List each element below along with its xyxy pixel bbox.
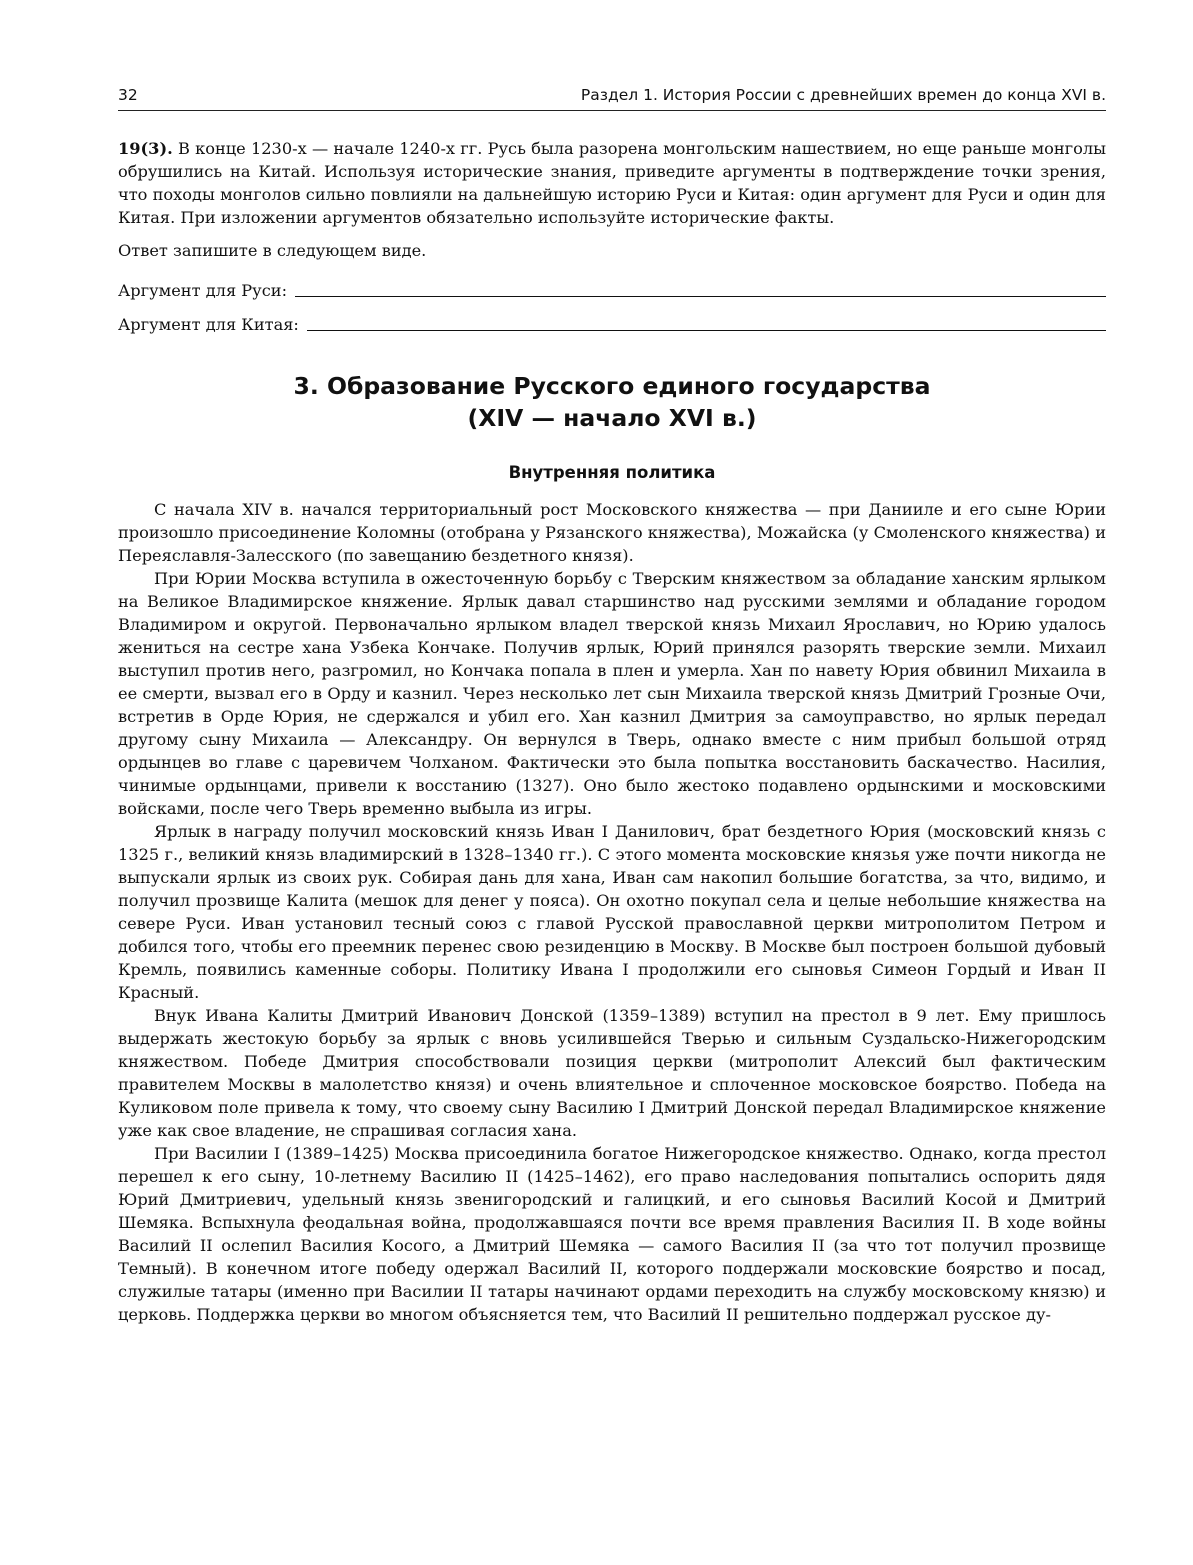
body-paragraph: Внук Ивана Калиты Дмитрий Иванович Донской (1359–1389) вступил на престол в 9 лет. Ему пришлось выдержать жестокую борьбу за ярлык с вновь усилившейся Тверью и сильным Суздальско-Нижегородским княжеством. Победе Дмитрия способствовали позиция церкви (митрополит Алексий был фактическим правителем Москвы в малолетство князя) и очень влиятельное и сплоченное московское боярство. Победа на Куликовом поле привела к тому, что своему сыну Василию I Дмитрий Донской передал Владимирское княжение уже как свое владение, не спрашивая согласия хана. xyxy=(118,1006,1106,1140)
running-title: Раздел 1. История России с древнейших времен до конца XVI в. xyxy=(580,86,1106,104)
section-title-line2: (XIV — начало XVI в.) xyxy=(467,404,757,432)
section-title xyxy=(118,370,1106,434)
argument-rus-label: Аргумент для Руси: xyxy=(118,281,288,300)
body-paragraph: При Василии I (1389–1425) Москва присоединила богатое Нижегородское княжество. Однако, когда престол перешел к его сыну, 10-летнему Василию II (1425–1462), его право наследования попытались оспорить дядя Юрий Дмитриевич, удельный князь звенигородский и галицкий, и его сыновья Василий Косой и Дмитрий Шемяка. Вспыхнула феодальная война, продолжавшаяся почти все время правления Василия II. В ходе войны Василий II ослепил Василия Косого, а Дмитрий Шемяка — самого Василия II (за что тот получил прозвище Темный). В конечном итоге победу одержал Василий II, которого поддержали московские боярство и посад, служилые татары (именно при Василии II татары начинают ордами переходить на службу московскому князю) и церковь. Поддержка церкви во многом объясняется тем, что Василий II решительно поддержал русское ду- xyxy=(118,1144,1106,1324)
page-number: 32 xyxy=(118,86,138,104)
task-number: 19(3). xyxy=(118,139,173,158)
argument-rus-row xyxy=(118,268,1106,302)
page-header xyxy=(118,84,1106,111)
body-paragraph: Ярлык в награду получил московский князь Иван I Данилович, брат бездетного Юрия (московский князь с 1325 г., великий князь владимирский в 1328–1340 гг.). С этого момента московские князья уже почти никогда не выпускали ярлык из своих рук. Собирая дань для хана, Иван сам накопил большие богатства, за что, видимо, и получил прозвище Калита (мешок для денег у пояса). Он охотно покупал села и целые небольшие княжества на севере Руси. Иван установил тесный союз с главой Русской православной церкви митрополитом Петром и добился того, чтобы его преемник перенес свою резиденцию в Москву. В Москве был построен большой дубовый Кремль, появились каменные соборы. Политику Ивана I продолжили его сыновья Симеон Гордый и Иван II Красный. xyxy=(118,822,1106,1002)
subsection-title: Внутренняя политика xyxy=(508,463,716,482)
page-content xyxy=(118,137,1106,1326)
body-paragraph: При Юрии Москва вступила в ожесточенную борьбу с Тверским княжеством за обладание ханским ярлыком на Великое Владимирское княжение. Ярлык давал старшинство над русскими землями и обладание городом Владимиром и округой. Первоначально ярлыком владел тверской князь Михаил Ярославич, но Юрию удалось жениться на сестре хана Узбека Кончаке. Получив ярлык, Юрий принялся разорять тверские земли. Михаил выступил против него, разгромил, но Кончака попала в плен и умерла. Хан по навету Юрия обвинил Михаила в ее смерти, вызвал его в Орду и казнил. Через несколько лет сын Михаила тверской князь Дмитрий Грозные Очи, встретив в Орде Юрия, не сдержался и убил его. Хан казнил Дмитрия за самоуправство, но ярлык передал другому сыну Михаила — Александру. Он вернулся в Тверь, однако вместе с ним прибыл большой отряд ордынцев во главе с царевичем Чолханом. Фактически это была попытка восстановить баскачество. Насилия, чинимые ордынцами, привели к восстанию (1327). Оно было жестоко подавлено ордынскими и московскими войсками, после чего Тверь временно выбыла из игры. xyxy=(118,569,1106,818)
task-text: В конце 1230-х — начале 1240-х гг. Русь была разорена монгольским нашествием, но еще раньше монголы обрушились на Китай. Используя исторические знания, приведите аргументы в подтверждение точки зрения, что походы монголов сильно повлияли на дальнейшую историю Руси и Китая: один аргумент для Руси и один для Китая. При изложении аргументов обязательно используйте исторические факты. xyxy=(118,139,1106,227)
argument-china-answer-line xyxy=(307,329,1106,331)
argument-china-row xyxy=(118,302,1106,336)
body-paragraph: С начала XIV в. начался территориальный рост Московского княжества — при Данииле и его сыне Юрии произошло присоединение Коломны (отобрана у Рязанского княжества), Можайска (у Смоленского княжества) и Переяславля-Залесского (по завещанию бездетного князя). xyxy=(118,500,1106,565)
task-statement xyxy=(118,137,1106,229)
answer-instruction: Ответ запишите в следующем виде. xyxy=(118,241,427,260)
argument-china-label: Аргумент для Китая: xyxy=(118,315,299,334)
argument-rus-answer-line xyxy=(295,295,1106,297)
section-title-line1: 3. Образование Русского единого государства xyxy=(293,372,931,400)
